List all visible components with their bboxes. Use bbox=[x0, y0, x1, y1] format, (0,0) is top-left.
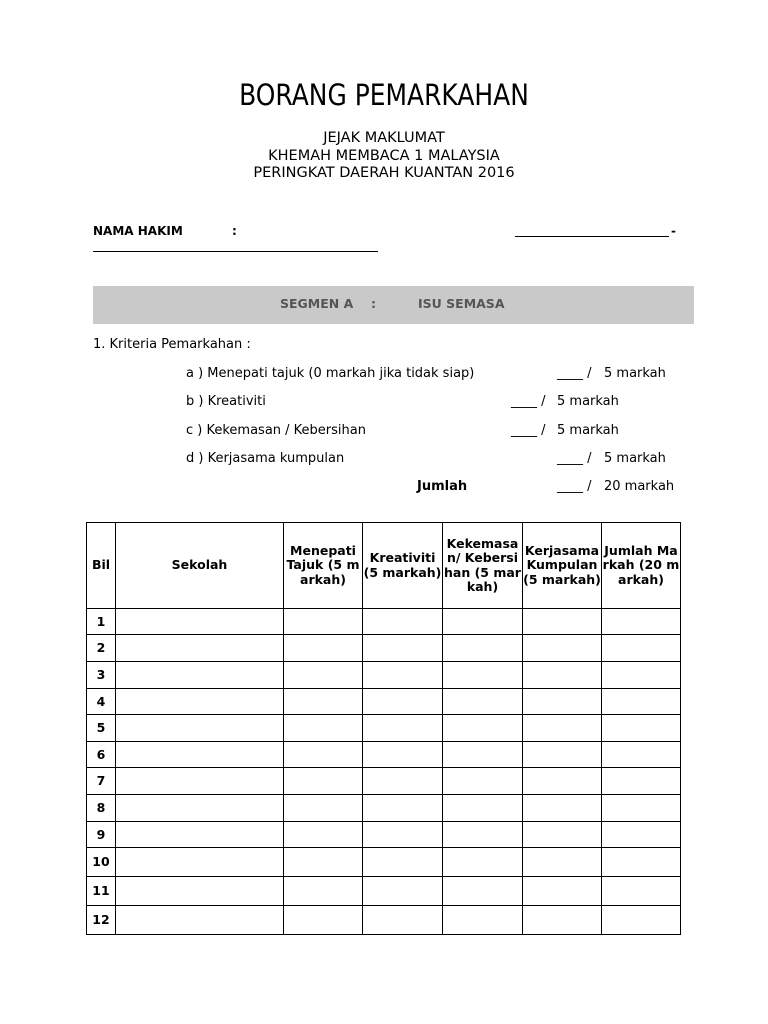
kerjasama-cell[interactable] bbox=[523, 609, 602, 635]
criteria-item-a-max: 5 markah bbox=[604, 366, 666, 381]
kreativiti-cell[interactable] bbox=[363, 822, 443, 848]
table-row bbox=[87, 715, 681, 742]
criteria-item-a-blank[interactable]: ____ / bbox=[557, 366, 592, 381]
row-number: 6 bbox=[87, 742, 116, 768]
jumlah-markah-cell[interactable] bbox=[602, 877, 681, 906]
kerjasama-cell[interactable] bbox=[523, 822, 602, 848]
criteria-total-max: 20 markah bbox=[604, 479, 675, 494]
sekolah-cell[interactable] bbox=[116, 609, 284, 635]
menepati-tajuk-cell[interactable] bbox=[284, 822, 363, 848]
jumlah-markah-cell[interactable] bbox=[602, 822, 681, 848]
header-kekemasan: Kekemasan/ Kebersihan (5 markah) bbox=[443, 523, 523, 609]
sekolah-cell[interactable] bbox=[116, 848, 284, 877]
menepati-tajuk-cell[interactable] bbox=[284, 662, 363, 689]
kerjasama-cell[interactable] bbox=[523, 715, 602, 742]
kreativiti-cell[interactable] bbox=[363, 768, 443, 795]
criteria-total-blank[interactable]: ____ / bbox=[557, 479, 592, 494]
menepati-tajuk-cell[interactable] bbox=[284, 635, 363, 662]
segment-bar bbox=[93, 286, 694, 324]
table-row bbox=[87, 609, 681, 635]
criteria-item-d: d ) Kerjasama kumpulan bbox=[186, 451, 345, 466]
kerjasama-cell[interactable] bbox=[523, 906, 602, 935]
menepati-tajuk-cell[interactable] bbox=[284, 768, 363, 795]
page-title: BORANG PEMARKAHAN bbox=[239, 78, 529, 112]
row-number: 9 bbox=[87, 822, 116, 848]
kerjasama-cell[interactable] bbox=[523, 635, 602, 662]
sekolah-cell[interactable] bbox=[116, 689, 284, 715]
kekemasan-cell[interactable] bbox=[443, 635, 523, 662]
kerjasama-cell[interactable] bbox=[523, 795, 602, 822]
criteria-item-b-blank[interactable]: ____ / bbox=[511, 394, 546, 409]
jumlah-markah-cell[interactable] bbox=[602, 768, 681, 795]
kreativiti-cell[interactable] bbox=[363, 689, 443, 715]
table-header-row bbox=[87, 523, 681, 609]
criteria-item-b-max: 5 markah bbox=[557, 394, 619, 409]
kreativiti-cell[interactable] bbox=[363, 795, 443, 822]
menepati-tajuk-cell[interactable] bbox=[284, 877, 363, 906]
score-table bbox=[86, 522, 681, 935]
sekolah-cell[interactable] bbox=[116, 662, 284, 689]
kekemasan-cell[interactable] bbox=[443, 768, 523, 795]
kreativiti-cell[interactable] bbox=[363, 609, 443, 635]
jumlah-markah-cell[interactable] bbox=[602, 795, 681, 822]
kekemasan-cell[interactable] bbox=[443, 877, 523, 906]
criteria-item-c-blank[interactable]: ____ / bbox=[511, 423, 546, 438]
segment-label: SEGMEN A bbox=[280, 296, 354, 311]
kekemasan-cell[interactable] bbox=[443, 906, 523, 935]
menepati-tajuk-cell[interactable] bbox=[284, 715, 363, 742]
jumlah-markah-cell[interactable] bbox=[602, 715, 681, 742]
menepati-tajuk-cell[interactable] bbox=[284, 742, 363, 768]
criteria-item-d-max: 5 markah bbox=[604, 451, 666, 466]
row-number: 7 bbox=[87, 768, 116, 795]
kerjasama-cell[interactable] bbox=[523, 768, 602, 795]
table-row bbox=[87, 877, 681, 906]
header-menepati-tajuk: Menepati Tajuk (5 markah) bbox=[284, 523, 363, 609]
jumlah-markah-cell[interactable] bbox=[602, 689, 681, 715]
row-number: 11 bbox=[87, 877, 116, 906]
row-number: 3 bbox=[87, 662, 116, 689]
menepati-tajuk-cell[interactable] bbox=[284, 906, 363, 935]
row-number: 10 bbox=[87, 848, 116, 877]
sekolah-cell[interactable] bbox=[116, 715, 284, 742]
table-row bbox=[87, 689, 681, 715]
header-sekolah: Sekolah bbox=[116, 523, 284, 609]
kreativiti-cell[interactable] bbox=[363, 877, 443, 906]
header-jumlah-markah: Jumlah Markah (20 markah) bbox=[602, 523, 681, 609]
kekemasan-cell[interactable] bbox=[443, 689, 523, 715]
jumlah-markah-cell[interactable] bbox=[602, 848, 681, 877]
kreativiti-cell[interactable] bbox=[363, 742, 443, 768]
kreativiti-cell[interactable] bbox=[363, 635, 443, 662]
kekemasan-cell[interactable] bbox=[443, 715, 523, 742]
kerjasama-cell[interactable] bbox=[523, 742, 602, 768]
menepati-tajuk-cell[interactable] bbox=[284, 795, 363, 822]
table-row bbox=[87, 662, 681, 689]
subtitle-line-1: JEJAK MAKLUMAT bbox=[323, 130, 445, 146]
row-number: 12 bbox=[87, 906, 116, 935]
kerjasama-cell[interactable] bbox=[523, 877, 602, 906]
menepati-tajuk-cell[interactable] bbox=[284, 689, 363, 715]
judge-name-field-line-right[interactable] bbox=[515, 236, 669, 237]
table-row bbox=[87, 635, 681, 662]
segment-topic: ISU SEMASA bbox=[418, 296, 505, 311]
kekemasan-cell[interactable] bbox=[443, 609, 523, 635]
table-row bbox=[87, 768, 681, 795]
kekemasan-cell[interactable] bbox=[443, 822, 523, 848]
kekemasan-cell[interactable] bbox=[443, 742, 523, 768]
kreativiti-cell[interactable] bbox=[363, 715, 443, 742]
judge-name-dash: - bbox=[671, 224, 676, 238]
kreativiti-cell[interactable] bbox=[363, 906, 443, 935]
header-kerjasama: Kerjasama Kumpulan (5 markah) bbox=[523, 523, 602, 609]
kreativiti-cell[interactable] bbox=[363, 662, 443, 689]
subtitle-line-2: KHEMAH MEMBACA 1 MALAYSIA bbox=[268, 148, 500, 164]
kekemasan-cell[interactable] bbox=[443, 795, 523, 822]
criteria-item-d-blank[interactable]: ____ / bbox=[557, 451, 592, 466]
row-number: 1 bbox=[87, 609, 116, 635]
kekemasan-cell[interactable] bbox=[443, 662, 523, 689]
sekolah-cell[interactable] bbox=[116, 906, 284, 935]
kerjasama-cell[interactable] bbox=[523, 689, 602, 715]
table-row bbox=[87, 906, 681, 935]
row-number: 2 bbox=[87, 635, 116, 662]
kekemasan-cell[interactable] bbox=[443, 848, 523, 877]
table-row bbox=[87, 848, 681, 877]
sekolah-cell[interactable] bbox=[116, 877, 284, 906]
row-number: 8 bbox=[87, 795, 116, 822]
table-row bbox=[87, 822, 681, 848]
criteria-heading: 1. Kriteria Pemarkahan : bbox=[93, 337, 251, 352]
menepati-tajuk-cell[interactable] bbox=[284, 848, 363, 877]
menepati-tajuk-cell[interactable] bbox=[284, 609, 363, 635]
jumlah-markah-cell[interactable] bbox=[602, 635, 681, 662]
segment-colon: : bbox=[371, 296, 376, 311]
sekolah-cell[interactable] bbox=[116, 795, 284, 822]
table-row bbox=[87, 795, 681, 822]
jumlah-markah-cell[interactable] bbox=[602, 742, 681, 768]
criteria-item-c-max: 5 markah bbox=[557, 423, 619, 438]
kerjasama-cell[interactable] bbox=[523, 662, 602, 689]
sekolah-cell[interactable] bbox=[116, 635, 284, 662]
header-bil: Bil bbox=[87, 523, 116, 609]
criteria-item-b: b ) Kreativiti bbox=[186, 394, 266, 409]
row-number: 5 bbox=[87, 715, 116, 742]
judge-name-label: NAMA HAKIM bbox=[93, 224, 183, 238]
sekolah-cell[interactable] bbox=[116, 768, 284, 795]
criteria-item-a: a ) Menepati tajuk (0 markah jika tidak siap) bbox=[186, 366, 475, 381]
sekolah-cell[interactable] bbox=[116, 822, 284, 848]
kreativiti-cell[interactable] bbox=[363, 848, 443, 877]
kerjasama-cell[interactable] bbox=[523, 848, 602, 877]
table-row bbox=[87, 742, 681, 768]
row-number: 4 bbox=[87, 689, 116, 715]
judge-name-colon: : bbox=[232, 224, 237, 238]
sekolah-cell[interactable] bbox=[116, 742, 284, 768]
header-kreativiti: Kreativiti (5 markah) bbox=[363, 523, 443, 609]
jumlah-markah-cell[interactable] bbox=[602, 609, 681, 635]
criteria-item-c: c ) Kekemasan / Kebersihan bbox=[186, 423, 366, 438]
jumlah-markah-cell[interactable] bbox=[602, 906, 681, 935]
jumlah-markah-cell[interactable] bbox=[602, 662, 681, 689]
criteria-total-label: Jumlah bbox=[417, 479, 468, 494]
subtitle-line-3: PERINGKAT DAERAH KUANTAN 2016 bbox=[253, 165, 515, 181]
judge-name-field-line-left[interactable] bbox=[93, 251, 378, 252]
